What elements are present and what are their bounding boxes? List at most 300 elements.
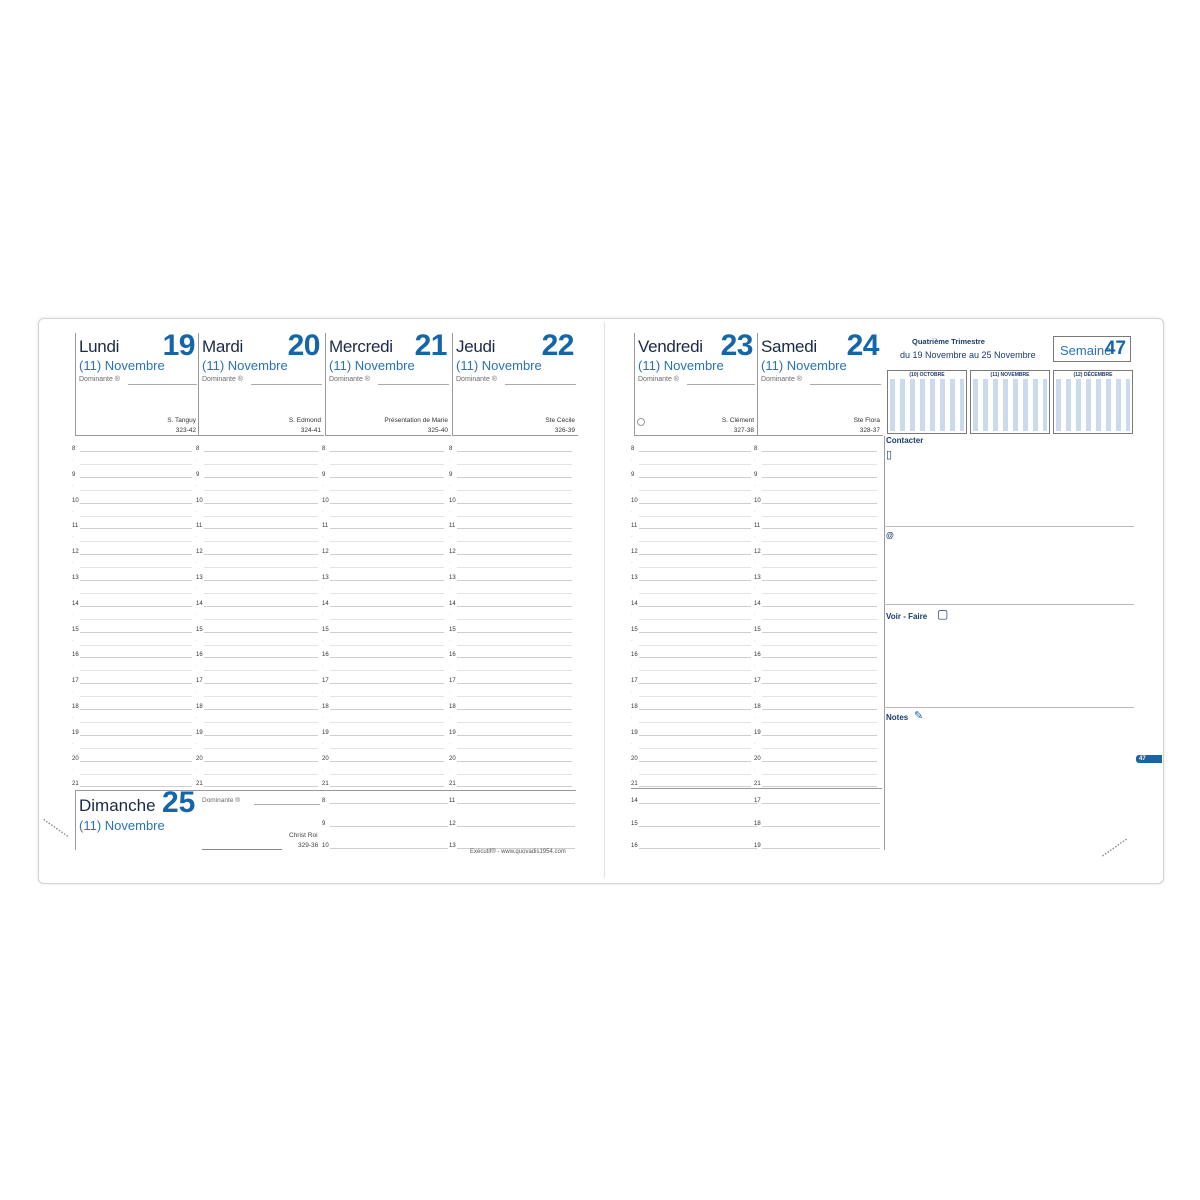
half-hour-marker: · <box>322 766 324 773</box>
hour-line[interactable] <box>639 528 751 529</box>
half-hour-marker: · <box>72 715 74 721</box>
saint-name: S. Clément <box>721 417 754 424</box>
hour-label: 8 <box>449 446 453 452</box>
half-hour-line[interactable] <box>639 670 751 671</box>
quarter-title: Quatrième Trimestre <box>912 337 985 346</box>
week-tab[interactable]: 47 <box>1136 755 1162 763</box>
half-hour-line[interactable] <box>330 567 444 568</box>
half-hour-line[interactable] <box>639 696 751 697</box>
half-hour-line[interactable] <box>204 490 318 491</box>
half-hour-line[interactable] <box>204 670 318 671</box>
hour-line[interactable] <box>457 503 572 504</box>
hour-line[interactable] <box>639 709 751 710</box>
day-header-tuesday <box>198 329 324 436</box>
half-hour-marker: · <box>196 740 198 747</box>
hour-line[interactable] <box>330 709 444 710</box>
half-hour-marker: · <box>196 457 198 463</box>
hour-label: 13 <box>754 575 761 581</box>
hour-label: 20 <box>196 755 203 762</box>
hour-label: 13 <box>631 575 638 581</box>
half-hour-marker: · <box>449 560 451 567</box>
half-hour-marker: · <box>196 586 198 592</box>
hour-line[interactable] <box>457 657 572 658</box>
half-hour-line[interactable] <box>80 645 192 646</box>
day-month: (11) Novembre <box>79 358 165 373</box>
half-hour-marker: · <box>72 766 74 773</box>
hour-label: 10 <box>631 497 638 504</box>
hour-label: 17 <box>449 678 456 685</box>
hour-label: 18 <box>754 820 761 827</box>
hour-line[interactable] <box>457 554 572 555</box>
hour-label: 14 <box>449 600 456 607</box>
half-hour-line[interactable] <box>457 645 572 646</box>
half-hour-line[interactable] <box>762 593 877 594</box>
half-hour-marker: · <box>72 534 74 541</box>
hour-line[interactable] <box>330 848 448 849</box>
mini-calendar-grid <box>973 379 1047 431</box>
hour-line[interactable] <box>639 503 751 504</box>
half-hour-marker: · <box>196 715 198 721</box>
hour-line[interactable] <box>639 606 751 607</box>
hour-line[interactable] <box>80 503 192 504</box>
hour-line[interactable] <box>330 580 444 581</box>
half-hour-line[interactable] <box>457 464 572 465</box>
hour-label: 10 <box>322 843 329 849</box>
half-hour-line[interactable] <box>80 567 192 568</box>
contacter-heading: Contacter <box>886 436 924 445</box>
half-hour-marker: · <box>196 482 198 489</box>
half-hour-line[interactable] <box>204 464 318 465</box>
dominante-line <box>505 384 576 385</box>
half-hour-line[interactable] <box>80 464 192 465</box>
hour-line[interactable] <box>204 761 318 762</box>
hour-line[interactable] <box>762 528 877 529</box>
hour-line[interactable] <box>204 709 318 710</box>
half-hour-line[interactable] <box>639 464 751 465</box>
half-hour-line[interactable] <box>204 645 318 646</box>
hour-label: 12 <box>196 549 203 556</box>
half-hour-line[interactable] <box>330 516 444 517</box>
hour-label: 15 <box>196 626 203 633</box>
hour-line[interactable] <box>330 657 444 658</box>
hour-line[interactable] <box>639 803 757 804</box>
section-divider <box>884 707 1134 708</box>
hour-label: 16 <box>754 652 761 659</box>
half-hour-marker: · <box>72 611 74 618</box>
half-hour-marker: · <box>631 457 633 463</box>
hour-line[interactable] <box>330 803 448 804</box>
day-number: 22 <box>541 329 574 362</box>
half-hour-line[interactable] <box>330 696 444 697</box>
half-hour-marker: · <box>196 637 198 644</box>
half-hour-line[interactable] <box>762 645 877 646</box>
hour-line[interactable] <box>762 477 877 478</box>
half-hour-line[interactable] <box>330 774 444 775</box>
hour-line[interactable] <box>762 803 880 804</box>
hour-label: 9 <box>72 471 76 478</box>
half-hour-line[interactable] <box>457 774 572 775</box>
half-hour-line[interactable] <box>762 541 877 542</box>
half-hour-line[interactable] <box>639 748 751 749</box>
hour-label: 20 <box>322 755 329 762</box>
hour-line[interactable] <box>330 735 444 736</box>
voir-faire-heading: Voir - Faire <box>886 612 928 621</box>
half-hour-marker: · <box>449 663 451 670</box>
hour-line[interactable] <box>80 580 192 581</box>
hour-line[interactable] <box>457 606 572 607</box>
right-bottom-rule <box>631 788 882 789</box>
hour-line[interactable] <box>457 803 575 804</box>
half-hour-line[interactable] <box>80 748 192 749</box>
half-hour-line[interactable] <box>80 722 192 723</box>
hour-line[interactable] <box>457 451 572 452</box>
half-hour-marker: · <box>196 663 198 670</box>
hour-line[interactable] <box>639 761 751 762</box>
half-hour-line[interactable] <box>330 490 444 491</box>
half-hour-line[interactable] <box>204 516 318 517</box>
hour-line[interactable] <box>457 761 572 762</box>
sunday-number: 25 <box>162 786 196 819</box>
half-hour-line[interactable] <box>80 774 192 775</box>
half-hour-line[interactable] <box>457 619 572 620</box>
hour-line[interactable] <box>762 606 877 607</box>
half-hour-line[interactable] <box>204 774 318 775</box>
hour-line[interactable] <box>762 657 877 658</box>
hour-line[interactable] <box>330 606 444 607</box>
day-of-year: 324-41 <box>300 427 321 434</box>
hour-label: 18 <box>196 704 203 710</box>
hour-line[interactable] <box>80 683 192 684</box>
half-hour-line[interactable] <box>762 670 877 671</box>
hour-line[interactable] <box>762 848 880 849</box>
half-hour-line[interactable] <box>330 593 444 594</box>
hour-line[interactable] <box>204 503 318 504</box>
hour-label: 18 <box>449 704 456 710</box>
half-hour-line[interactable] <box>204 593 318 594</box>
hour-line[interactable] <box>204 451 318 452</box>
pen-icon: ✎ <box>914 710 924 722</box>
hour-line[interactable] <box>457 683 572 684</box>
half-hour-line[interactable] <box>639 516 751 517</box>
half-hour-line[interactable] <box>762 516 877 517</box>
hour-line[interactable] <box>762 709 877 710</box>
sunday-border <box>75 790 76 850</box>
hour-line[interactable] <box>762 632 877 633</box>
half-hour-line[interactable] <box>204 696 318 697</box>
hour-line[interactable] <box>457 632 572 633</box>
half-hour-line[interactable] <box>80 593 192 594</box>
half-hour-line[interactable] <box>204 541 318 542</box>
hour-label: 12 <box>754 549 761 556</box>
half-hour-line[interactable] <box>762 696 877 697</box>
day-month: (11) Novembre <box>202 358 288 373</box>
half-hour-marker: · <box>449 637 451 644</box>
hour-line[interactable] <box>80 554 192 555</box>
hour-label: 16 <box>631 843 638 849</box>
half-hour-line[interactable] <box>330 748 444 749</box>
day-header-saturday <box>757 329 883 436</box>
hour-label: 8 <box>322 446 326 452</box>
hour-line[interactable] <box>762 554 877 555</box>
day-of-year: 328-37 <box>859 427 880 434</box>
hour-line[interactable] <box>762 735 877 736</box>
half-hour-marker: · <box>322 534 324 541</box>
hour-line[interactable] <box>457 786 572 787</box>
hour-label: 14 <box>196 600 203 607</box>
half-hour-line[interactable] <box>457 722 572 723</box>
hour-line[interactable] <box>80 477 192 478</box>
hour-line[interactable] <box>330 761 444 762</box>
half-hour-line[interactable] <box>639 774 751 775</box>
saint-name: S. Tanguy <box>167 417 196 424</box>
hour-label: 21 <box>754 781 761 788</box>
mini-calendar-title: (10) OCTOBRE <box>909 372 945 378</box>
half-hour-line[interactable] <box>330 541 444 542</box>
hour-label: 16 <box>631 652 638 659</box>
half-hour-line[interactable] <box>639 541 751 542</box>
hour-line[interactable] <box>330 503 444 504</box>
half-hour-line[interactable] <box>639 567 751 568</box>
hour-label: 8 <box>196 446 200 452</box>
half-hour-marker: · <box>196 508 198 515</box>
half-hour-marker: · <box>449 586 451 592</box>
half-hour-line[interactable] <box>330 464 444 465</box>
hour-line[interactable] <box>330 554 444 555</box>
half-hour-line[interactable] <box>330 619 444 620</box>
hour-label: 21 <box>631 781 638 788</box>
hour-line[interactable] <box>457 826 575 827</box>
hour-label: 17 <box>631 678 638 685</box>
half-hour-line[interactable] <box>204 567 318 568</box>
half-hour-line[interactable] <box>80 541 192 542</box>
hour-label: 16 <box>449 652 456 659</box>
hour-label: 17 <box>72 678 79 685</box>
hour-line[interactable] <box>762 503 877 504</box>
hour-line[interactable] <box>204 735 318 736</box>
half-hour-line[interactable] <box>330 645 444 646</box>
document-icon: ▢ <box>937 607 949 621</box>
half-hour-marker: · <box>631 586 633 592</box>
half-hour-marker: · <box>754 586 756 592</box>
hour-line[interactable] <box>330 528 444 529</box>
half-hour-line[interactable] <box>457 696 572 697</box>
half-hour-line[interactable] <box>457 593 572 594</box>
half-hour-line[interactable] <box>204 619 318 620</box>
hour-line[interactable] <box>639 683 751 684</box>
hour-line[interactable] <box>639 632 751 633</box>
hour-line[interactable] <box>639 735 751 736</box>
day-of-year: 325-40 <box>427 427 448 434</box>
hour-line[interactable] <box>204 580 318 581</box>
hour-line[interactable] <box>639 477 751 478</box>
half-hour-line[interactable] <box>457 670 572 671</box>
hour-line[interactable] <box>639 848 757 849</box>
hour-line[interactable] <box>80 451 192 452</box>
half-hour-line[interactable] <box>80 619 192 620</box>
half-hour-line[interactable] <box>639 619 751 620</box>
hour-line[interactable] <box>204 683 318 684</box>
day-name: Jeudi <box>456 337 496 356</box>
hour-line[interactable] <box>639 580 751 581</box>
half-hour-line[interactable] <box>457 516 572 517</box>
hour-line[interactable] <box>330 451 444 452</box>
hour-label: 17 <box>196 678 203 685</box>
half-hour-marker: · <box>196 689 198 696</box>
hour-line[interactable] <box>762 761 877 762</box>
half-hour-marker: · <box>72 482 74 489</box>
half-hour-line[interactable] <box>457 541 572 542</box>
hour-line[interactable] <box>80 606 192 607</box>
hour-label: 8 <box>754 446 758 452</box>
saint-name: Présentation de Marie <box>384 417 448 424</box>
hour-line[interactable] <box>80 735 192 736</box>
hour-label: 19 <box>631 729 638 736</box>
half-hour-marker: · <box>631 534 633 541</box>
day-header-wednesday <box>325 329 451 436</box>
hour-label: 11 <box>449 523 456 530</box>
hour-line[interactable] <box>639 657 751 658</box>
half-hour-line[interactable] <box>330 670 444 671</box>
half-hour-line[interactable] <box>457 567 572 568</box>
hour-label: 16 <box>322 652 329 659</box>
half-hour-marker: · <box>72 457 74 463</box>
half-hour-line[interactable] <box>639 593 751 594</box>
day-month: (11) Novembre <box>761 358 847 373</box>
mini-calendar-title: (11) NOVEMBRE <box>990 372 1030 378</box>
hour-label: 10 <box>196 497 203 504</box>
hour-line[interactable] <box>80 632 192 633</box>
half-hour-marker: · <box>322 637 324 644</box>
half-hour-line[interactable] <box>80 696 192 697</box>
phone-icon: ▯ <box>886 449 893 461</box>
half-hour-marker: · <box>322 663 324 670</box>
hour-line[interactable] <box>330 826 448 827</box>
hour-line[interactable] <box>204 477 318 478</box>
hour-label: 9 <box>322 471 326 478</box>
hour-line[interactable] <box>762 580 877 581</box>
hour-line[interactable] <box>457 735 572 736</box>
mini-calendar-title: (12) DÉCEMBRE <box>1073 372 1113 378</box>
half-hour-marker: · <box>322 560 324 567</box>
hour-line[interactable] <box>204 632 318 633</box>
hour-label: 10 <box>754 497 761 504</box>
hour-label: 11 <box>322 523 329 530</box>
hour-line[interactable] <box>80 528 192 529</box>
hour-line[interactable] <box>204 528 318 529</box>
half-hour-marker: · <box>322 586 324 592</box>
wire-binding-right: •••••••••• <box>1101 836 1130 860</box>
half-hour-line[interactable] <box>330 722 444 723</box>
sunday-month: (11) Novembre <box>79 818 165 833</box>
dominante-label: Dominante ® <box>638 376 679 383</box>
hour-label: 17 <box>754 798 761 804</box>
day-number: 20 <box>287 329 320 362</box>
half-hour-line[interactable] <box>204 722 318 723</box>
half-hour-line[interactable] <box>457 490 572 491</box>
day-number: 19 <box>162 329 195 362</box>
hour-line[interactable] <box>762 451 877 452</box>
hour-line[interactable] <box>204 554 318 555</box>
half-hour-line[interactable] <box>762 774 877 775</box>
half-hour-line[interactable] <box>639 490 751 491</box>
half-hour-marker: · <box>449 482 451 489</box>
hour-line[interactable] <box>457 477 572 478</box>
hour-label: 14 <box>322 600 329 607</box>
hour-label: 9 <box>631 471 635 478</box>
half-hour-marker: · <box>72 637 74 644</box>
day-header-friday <box>634 329 757 436</box>
hour-label: 11 <box>754 523 761 530</box>
hour-line[interactable] <box>330 477 444 478</box>
hour-line[interactable] <box>639 451 751 452</box>
hour-line[interactable] <box>204 606 318 607</box>
half-hour-line[interactable] <box>762 619 877 620</box>
half-hour-marker: · <box>196 766 198 773</box>
half-hour-line[interactable] <box>204 748 318 749</box>
hour-label: 17 <box>754 678 761 685</box>
dominante-label: Dominante ® <box>202 376 243 383</box>
hour-line[interactable] <box>330 786 444 787</box>
half-hour-line[interactable] <box>762 748 877 749</box>
half-hour-line[interactable] <box>762 722 877 723</box>
day-month: (11) Novembre <box>329 358 415 373</box>
hour-line[interactable] <box>80 657 192 658</box>
hour-line[interactable] <box>639 826 757 827</box>
half-hour-marker: · <box>196 611 198 618</box>
hour-line[interactable] <box>80 761 192 762</box>
hour-line[interactable] <box>80 709 192 710</box>
hour-line[interactable] <box>330 683 444 684</box>
half-hour-line[interactable] <box>762 490 877 491</box>
mini-calendar-november <box>970 370 1050 434</box>
dominante-label: Dominante ® <box>761 376 802 383</box>
hour-label: 12 <box>72 549 79 556</box>
hour-label: 12 <box>449 820 456 827</box>
hour-label: 16 <box>72 652 79 659</box>
hour-line[interactable] <box>204 786 318 787</box>
hour-label: 11 <box>449 798 456 804</box>
hour-label: 14 <box>72 600 79 607</box>
hour-line[interactable] <box>457 580 572 581</box>
half-hour-line[interactable] <box>80 670 192 671</box>
half-hour-marker: · <box>322 689 324 696</box>
hour-line[interactable] <box>330 632 444 633</box>
half-hour-line[interactable] <box>639 645 751 646</box>
half-hour-line[interactable] <box>80 516 192 517</box>
half-hour-marker: · <box>449 508 451 515</box>
hour-label: 13 <box>449 843 456 849</box>
hour-line[interactable] <box>204 657 318 658</box>
hour-line[interactable] <box>762 683 877 684</box>
email-heading: @ <box>886 531 894 540</box>
half-hour-line[interactable] <box>80 490 192 491</box>
hour-label: 14 <box>754 600 761 607</box>
hour-line[interactable] <box>457 709 572 710</box>
half-hour-line[interactable] <box>639 722 751 723</box>
half-hour-line[interactable] <box>457 748 572 749</box>
hour-line[interactable] <box>457 528 572 529</box>
hour-line[interactable] <box>762 826 880 827</box>
half-hour-line[interactable] <box>762 464 877 465</box>
day-name: Mercredi <box>329 337 393 356</box>
half-hour-line[interactable] <box>762 567 877 568</box>
half-hour-marker: · <box>754 534 756 541</box>
hour-line[interactable] <box>639 554 751 555</box>
half-hour-marker: · <box>449 611 451 618</box>
half-hour-marker: · <box>754 740 756 747</box>
sunday-name: Dimanche <box>79 796 156 815</box>
hour-label: 19 <box>754 729 761 736</box>
